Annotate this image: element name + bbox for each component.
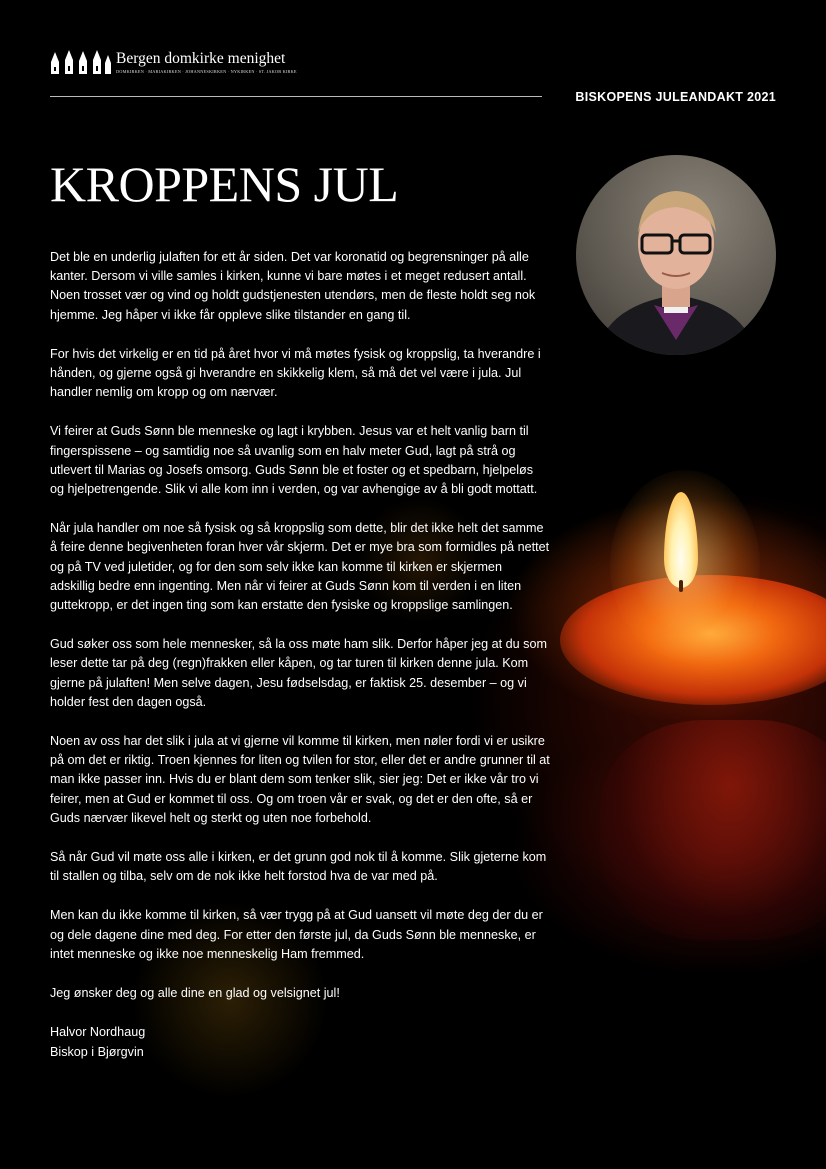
header-rule bbox=[50, 96, 542, 97]
section-kicker: BISKOPENS JULEANDAKT 2021 bbox=[575, 90, 776, 104]
paragraph: Det ble en underlig julaften for ett år siden. Det var koronatid og begrensninger på alle kanter. Dersom vi ville samles i kirken, kunne vi bare møtes i et meget redusert antall. Noen trosset vær og vind og holdt gudstjenesten utendørs, men de fleste holdt seg nok hjemme. Jeg håper vi ikke får oppleve slike tilstander en gang til. bbox=[50, 250, 536, 322]
candle-wick bbox=[679, 580, 683, 592]
paragraph: Men kan du ikke komme til kirken, så vær trygg på at Gud uansett vil møte deg der du er og dele dagene dine med deg. For etter den første jul, da Guds Sønn ble menneske, er intet menneske og ikke noe menneskelig Ham fremmed. bbox=[50, 908, 543, 961]
church-towers-icon bbox=[50, 50, 112, 76]
logo-subtitle: DOMKIRKEN · MARIAKIRKEN · JOHANNESKIRKEN · NYKIRKEN · ST. JAKOB KIRKE bbox=[116, 69, 297, 74]
church-logo bbox=[50, 50, 297, 76]
article-body bbox=[50, 248, 550, 1062]
paragraph: Gud søker oss som hele mennesker, så la oss møte ham slik. Derfor håper jeg at du som leser dette tar på deg (regn)frakken eller kåpen, og tar turen til kirken denne jula. Kom gjerne på julaften! Men selve dagen, Jesu fødselsdag, er faktisk 25. desember – og vi holder fest den dagen også. bbox=[50, 637, 547, 709]
logo-name: Bergen domkirke menighet bbox=[116, 50, 286, 67]
paragraph: Når jula handler om noe så fysisk og så kroppslig som dette, blir det ikke helt det samme å feire denne begivenheten foran hver vår skjerm. Det er mye bra som formidles på nettet og på TV ved juletider, og for den som selv ikke kan komme til kirken er skjermen adskillig bedre enn ingenting. Men når vi feirer at Guds Sønn kom til verden i en liten guttekropp, er det ingen ting som kan erstatte den fysiske og kroppslige samlingen. bbox=[50, 521, 550, 613]
paragraph: Vi feirer at Guds Sønn ble menneske og lagt i krybben. Jesus var et helt vanlig barn til fingerspissene – og samtidig noe så uvanlig som en halv meter Gud, lagt på strå og utlevert til Marias og Josefs omsorg. Guds Sønn ble et foster og et spedbarn, hjelpeløs og hjelpetrengende. Slik vi alle kom inn i verden, og var avhengige av å bli godt mottatt. bbox=[50, 424, 538, 497]
candle-body-lower bbox=[600, 720, 826, 940]
signature-name: Halvor Nordhaug bbox=[50, 1025, 146, 1040]
paragraph: Så når Gud vil møte oss alle i kirken, er det grunn god nok til å komme. Slik gjeterne kom til stallen og tilba, selv om de nok ikke helt forstod hva de var med på. bbox=[50, 850, 547, 884]
paragraph: For hvis det virkelig er en tid på året hvor vi må møtes fysisk og kroppslig, ta hverandre i hånden, og gjerne også gi hverandre en skikkelig klem, så må det vel være i jula. Jul handler nemlig om kropp og om nærvær. bbox=[50, 346, 541, 400]
page-title: KROPPENS JUL bbox=[50, 156, 399, 212]
bishop-portrait bbox=[576, 155, 776, 355]
paragraph: Noen av oss har det slik i jula at vi gjerne vil komme til kirken, men nøler fordi vi er usikre på om det er riktig. Troen kjennes for liten og tvilen for stor, eller det er andre grunner til at man ikke passer inn. Hvis du er blant dem som tenker slik, sier jeg: Det er ikke vår tro vi feirer, men at Gud er kommet til oss. Og om troen vår er svak, og det er den ofte, så er Guds nærvær likevel helt og sterkt og uten noe forbehold. bbox=[50, 734, 550, 825]
signature-role: Biskop i Bjørgvin bbox=[50, 1044, 144, 1059]
paragraph: Jeg ønsker deg og alle dine en glad og velsignet jul! bbox=[50, 986, 340, 1001]
